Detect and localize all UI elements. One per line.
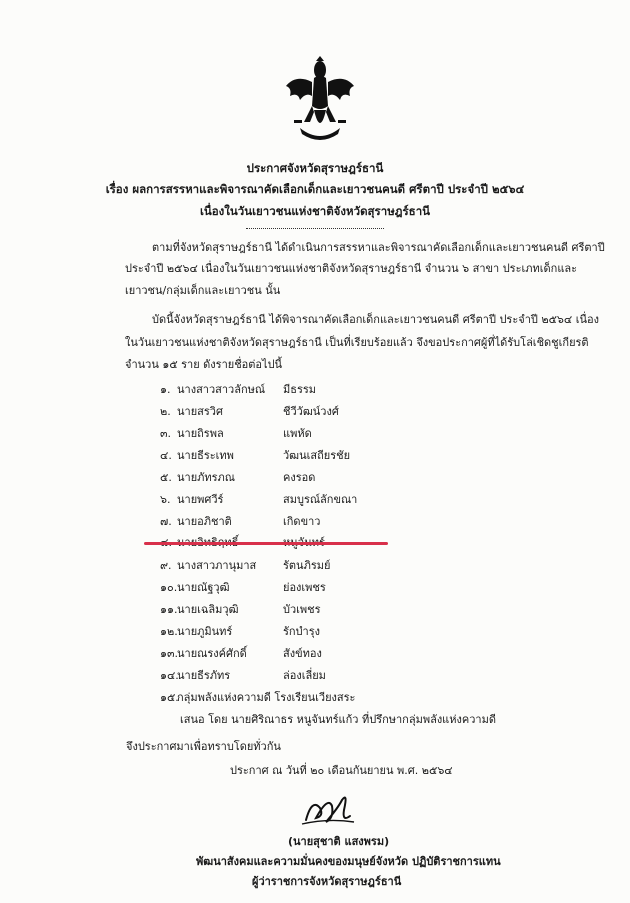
awardee-row: ๑๒. นายภูมินทร์ รักบำรุง [160,625,321,638]
awardee-row: ๑๕. กลุ่มพลังแห่งความดี โรงเรียนเวียงสระ [160,691,356,704]
paragraph2-line1: บัดนี้จังหวัดสุราษฎร์ธานี ได้พิจารณาคัดเลือกเด็กและเยาวชนคนดี ศรีตาปี ประจำปี ๒๕๖๔ เนื่อง [152,313,599,326]
awardee-row: ๕. นายภัทรภณ คงรอด [160,471,316,484]
signer-name: (นายสุชาติ แสงพรม) [288,835,390,848]
paragraph2-line2: ในวันเยาวชนแห่งชาติจังหวัดสุราษฎร์ธานี เป็นที่เรียบร้อยแล้ว จึงขอประกาศผู้ที่ได้รับโล่เชิดชูเกียรติ [125,336,589,349]
dotted-divider [246,228,384,229]
awardee-row: ๙. นางสาวภานุมาส รัตนภิรมย์ [160,559,331,572]
proposer-line: เสนอ โดย นายศิริณาธร หนูจันทร์แก้ว ที่ปรึกษากลุ่มพลังแห่งความดี [180,713,497,726]
signature-image [298,788,358,830]
signer-position: พัฒนาสังคมและความมั่นคงของมนุษย์จังหวัด ปฏิบัติราชการแทน [196,855,501,868]
awardee-row: ๖. นายพศวีร์ สมบูรณ์ลักขณา [160,493,358,506]
document-subject: เรื่อง ผลการสรรหาและพิจารณาคัดเลือกเด็กและเยาวชนคนดี ศรีตาปี ประจำปี ๒๕๖๔ [105,182,525,196]
date-line: ประกาศ ณ วันที่ ๒๐ เดือนกันยายน พ.ศ. ๒๕๖๔ [230,764,453,777]
awardee-row: ๓. นายถิรพล แพหัด [160,427,312,440]
paragraph1-line2: ประจำปี ๒๕๖๔ เนื่องในวันเยาวชนแห่งชาติจังหวัดสุราษฎร์ธานี จำนวน ๖ สาขา ประเภทเด็กและ [125,262,578,275]
awardee-row: ๒. นายสรวิศ ชีวีวัฒน์วงศ์ [160,405,339,418]
document-title: ประกาศจังหวัดสุราษฎร์ธานี [246,161,384,175]
awardee-row: ๔. นายธีระเทพ วัฒนเสถียรชัย [160,449,351,462]
paragraph1-line3: เยาวชน/กลุ่มเด็กและเยาวชน นั้น [125,284,281,297]
signer-position-line2: ผู้ว่าราชการจังหวัดสุราษฎร์ธานี [252,875,402,888]
document-subject-line2: เนื่องในวันเยาวชนแห่งชาติจังหวัดสุราษฎร์ธานี [199,204,431,218]
paragraph1-line1: ตามที่จังหวัดสุราษฎร์ธานี ได้ดำเนินการสรรหาและพิจารณาคัดเลือกเด็กและเยาวชนคนดี ศรีตาปี [152,241,605,254]
awardee-row: ๑๐. นายณัฐวุฒิ ย่องเพชร [160,581,326,594]
awardee-row: ๗. นายอภิชาติ เกิดขาว [160,515,321,528]
paragraph2-line3: จำนวน ๑๕ ราย ดังรายชื่อต่อไปนี้ [125,358,283,371]
awardee-row: ๑๑. นายเฉลิมวุฒิ บัวเพชร [160,603,321,616]
awardee-row: ๑. นางสาวสาวลักษณ์ มีธรรม [160,383,317,396]
garuda-emblem-icon [282,56,358,144]
awardee-row: ๑๔. นายธีรภัทร ล่องเลี่ยม [160,669,326,682]
highlight-underline [144,542,388,545]
awardee-row: ๑๓. นายณรงค์ศักดิ์ สังข์ทอง [160,647,322,660]
announce-line: จึงประกาศมาเพื่อทราบโดยทั่วกัน [126,740,281,753]
